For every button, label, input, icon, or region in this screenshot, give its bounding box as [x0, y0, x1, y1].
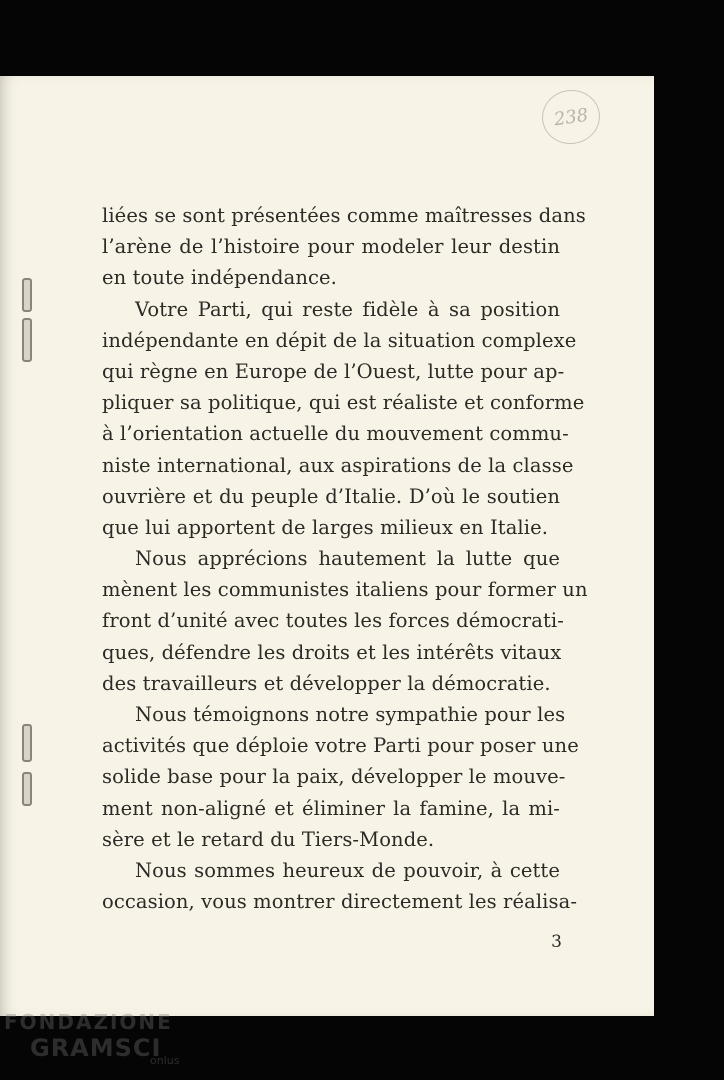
page-number: 3: [551, 932, 562, 952]
body-text: [102, 200, 588, 917]
text-line: Nous apprécions hautement la lutte que: [135, 547, 560, 571]
text-line: sère et le retard du Tiers-Monde.: [102, 827, 435, 851]
text-line: solide base pour la paix, développer le mouve-: [102, 765, 566, 789]
text-line: pliquer sa politique, qui est réaliste et conforme: [102, 391, 585, 415]
text-line: Nous sommes heureux de pouvoir, à cette: [135, 858, 560, 882]
text-line: activités que déploie votre Parti pour poser une: [102, 734, 579, 758]
staple-mark: [22, 278, 32, 312]
text-line: ouvrière et du peuple d’Italie. D’où le soutien: [102, 484, 560, 508]
text-line: Votre Parti, qui reste fidèle à sa position: [135, 297, 560, 321]
text-line: mènent les communistes italiens pour former un: [102, 578, 588, 602]
text-line: l’arène de l’histoire pour modeler leur destin: [102, 235, 560, 259]
staple-mark: [22, 724, 32, 762]
text-line: ques, défendre les droits et les intérêts vitaux: [102, 640, 562, 664]
text-line: des travailleurs et développer la démocratie.: [102, 671, 551, 695]
text-line: indépendante en dépit de la situation complexe: [102, 328, 577, 352]
archive-watermark: [4, 1010, 180, 1067]
watermark-line2: GRAMSCI: [30, 1034, 162, 1062]
staple-mark: [22, 772, 32, 806]
handwritten-archive-number: 238: [539, 86, 604, 148]
text-line: niste international, aux aspirations de la classe: [102, 453, 574, 477]
text-line: liées se sont présentées comme maîtresses dans: [102, 204, 586, 227]
text-line: front d’unité avec toutes les forces démocrati-: [102, 609, 564, 633]
text-line: ment non-aligné et éliminer la famine, la mi-: [102, 796, 560, 820]
watermark-line1: FONDAZIONE: [4, 1010, 173, 1034]
text-line: à l’orientation actuelle du mouvement commu-: [102, 422, 569, 446]
text-line: que lui apportent de larges milieux en Italie.: [102, 515, 549, 539]
watermark-line3: onlus: [150, 1054, 180, 1067]
text-line: Nous témoignons notre sympathie pour les: [135, 703, 566, 726]
text-line: en toute indépendance.: [102, 266, 337, 290]
staple-mark: [22, 318, 32, 362]
text-line: occasion, vous montrer directement les réalisa-: [102, 890, 578, 914]
text-line: qui règne en Europe de l’Ouest, lutte pour ap-: [102, 359, 565, 383]
